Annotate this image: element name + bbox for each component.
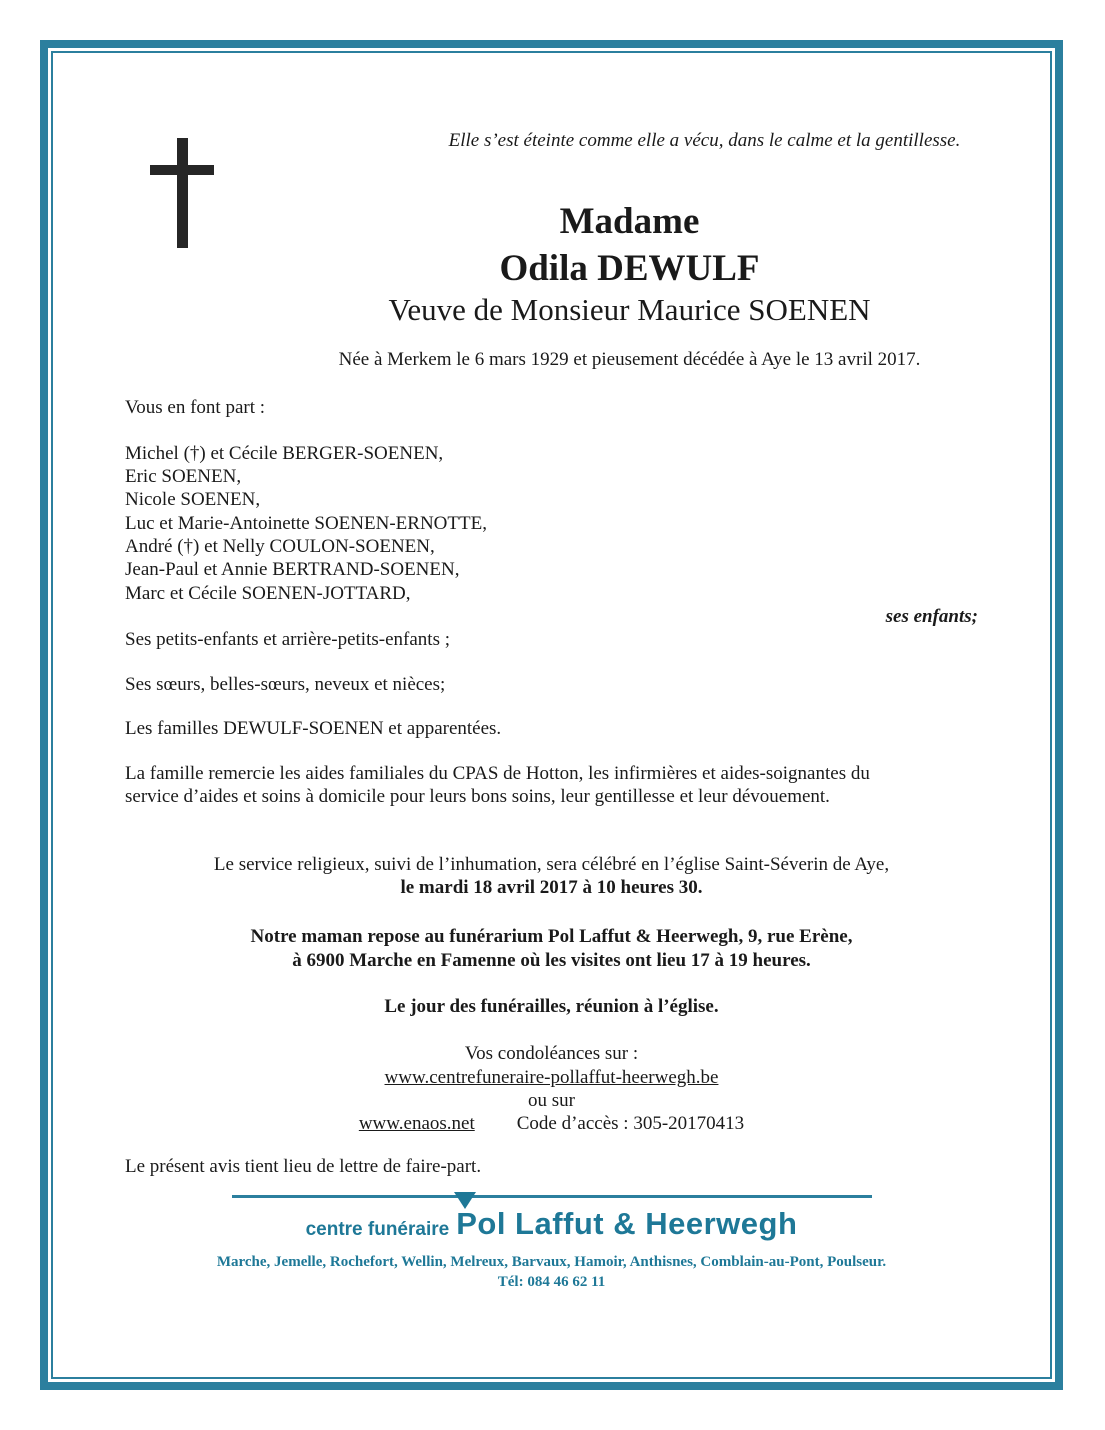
page-border bbox=[40, 40, 1063, 1390]
condolences-block bbox=[125, 1042, 978, 1135]
thanks-line: service d’aides et soins à domicile pour leurs bons soins, leur gentillesse et leur dévouement. bbox=[125, 786, 830, 808]
locations-line: Marche, Jemelle, Rochefort, Wellin, Melreux, Barvaux, Hamoir, Anthisnes, Comblain-au-Pont, Poulseur. bbox=[216, 1253, 887, 1270]
logo-triangle-icon bbox=[454, 1192, 476, 1209]
cross-horizontal-bar bbox=[150, 165, 214, 175]
family-member: Eric SOENEN, bbox=[125, 466, 242, 488]
access-code: Code d’accès : 305-20170413 bbox=[516, 1113, 745, 1135]
title-madame: Madame bbox=[559, 201, 700, 243]
family-member: Nicole SOENEN, bbox=[125, 489, 261, 511]
heading-block bbox=[281, 198, 978, 371]
widow-subtitle: Veuve de Monsieur Maurice SOENEN bbox=[388, 292, 871, 328]
deceased-title bbox=[281, 198, 978, 292]
logo-prefix: centre funéraire bbox=[305, 1218, 450, 1240]
children-label: ses enfants; bbox=[885, 605, 978, 627]
repose-line: à 6900 Marche en Famenne où les visites ont lieu 17 à 19 heures. bbox=[292, 949, 811, 971]
grandchildren-line: Ses petits-enfants et arrière-petits-enfants ; bbox=[125, 629, 450, 651]
family-member: Michel (†) et Cécile BERGER-SOENEN, bbox=[125, 442, 444, 464]
families-line: Les familles DEWULF-SOENEN et apparentées. bbox=[125, 717, 502, 739]
cross-vertical-bar bbox=[177, 138, 188, 248]
logo-brand-name: Pol Laffut & Heerwegh bbox=[456, 1205, 798, 1241]
condolences-label: Vos condoléances sur : bbox=[464, 1043, 639, 1065]
epitaph-quote: Elle s’est éteinte comme elle a vécu, dans le calme et la gentillesse. bbox=[448, 130, 961, 151]
phone-line: Tél: 084 46 62 11 bbox=[497, 1273, 606, 1290]
family-member: Marc et Cécile SOENEN-JOTTARD, bbox=[125, 582, 411, 604]
funeral-home-logo bbox=[125, 1204, 978, 1292]
announcement-intro: Vous en font part : bbox=[125, 396, 266, 418]
enaos-link[interactable]: www.enaos.net bbox=[358, 1113, 475, 1135]
cross-icon bbox=[150, 138, 214, 248]
condolences-link[interactable]: www.centrefuneraire-pollaffut-heerwegh.be bbox=[384, 1066, 719, 1088]
or-label: ou sur bbox=[528, 1089, 575, 1111]
obituary-document bbox=[53, 53, 1050, 1377]
service-line: Le service religieux, suivi de l’inhumation, sera célébré en l’église Saint-Séverin de Aye, bbox=[213, 853, 890, 875]
birth-death-line: Née à Merkem le 6 mars 1929 et pieusement décédée à Aye le 13 avril 2017. bbox=[338, 349, 921, 371]
family-member: André (†) et Nelly COULON-SOENEN, bbox=[125, 536, 435, 558]
page-border-inner bbox=[51, 51, 1052, 1379]
repose-line: Notre maman repose au funérarium Pol Laffut & Heerwegh, 9, rue Erène, bbox=[250, 926, 853, 948]
deceased-name: Odila DEWULF bbox=[499, 248, 760, 290]
notice-line: Le présent avis tient lieu de lettre de faire-part. bbox=[125, 1156, 482, 1178]
thanks-paragraph bbox=[125, 762, 978, 809]
service-date: le mardi 18 avril 2017 à 10 heures 30. bbox=[400, 877, 703, 899]
footer-divider bbox=[232, 1195, 872, 1198]
thanks-line: La famille remercie les aides familiales du CPAS de Hotton, les infirmières et aides-soignantes du bbox=[125, 763, 870, 785]
service-info bbox=[125, 853, 978, 900]
family-list bbox=[125, 442, 978, 605]
siblings-line: Ses sœurs, belles-sœurs, neveux et nièces; bbox=[125, 673, 446, 695]
family-member: Luc et Marie-Antoinette SOENEN-ERNOTTE, bbox=[125, 512, 487, 534]
repose-info bbox=[125, 925, 978, 972]
family-member: Jean-Paul et Annie BERTRAND-SOENEN, bbox=[125, 559, 460, 581]
funeral-day-line: Le jour des funérailles, réunion à l’église. bbox=[384, 995, 719, 1017]
